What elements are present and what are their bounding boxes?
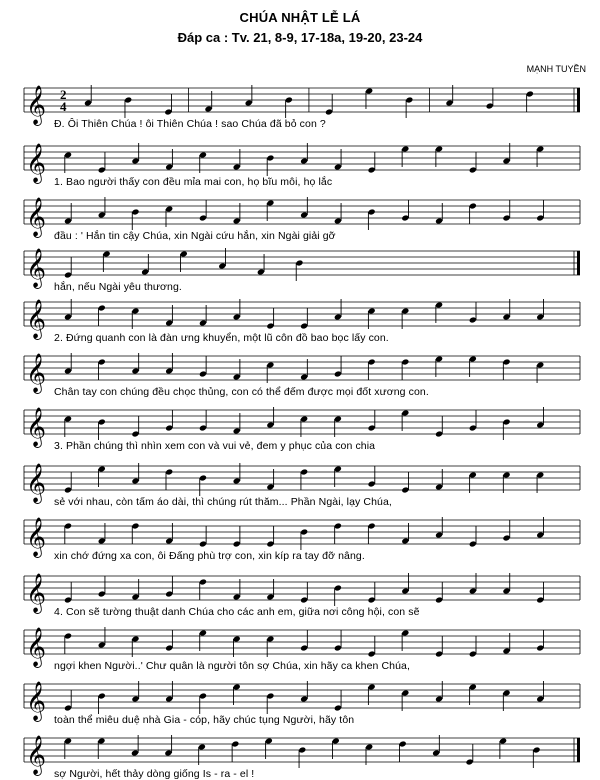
treble-clef-icon: 𝄞	[26, 681, 47, 721]
note	[199, 578, 207, 600]
note	[536, 200, 544, 222]
note	[502, 418, 510, 440]
note	[165, 410, 173, 432]
note	[401, 472, 409, 494]
note	[399, 740, 407, 762]
note	[334, 584, 342, 606]
lyric-line: 4. Con sẽ tường thuật danh Chúa cho các anh em, giữa nơi công hội, con sẽ	[54, 606, 420, 618]
note	[334, 630, 342, 652]
note	[469, 202, 477, 224]
treble-clef-icon: 𝄞	[26, 248, 47, 288]
composer-name: MẠNH TUYỀN	[526, 64, 586, 74]
note	[199, 200, 207, 222]
treble-clef-icon: 𝄞	[26, 143, 47, 183]
note	[285, 96, 293, 118]
note	[98, 358, 106, 380]
note	[199, 410, 207, 432]
lyric-line: Đ. Ôi Thiên Chúa ! ôi Thiên Chúa ! sao Chúa đã bỏ con ?	[54, 118, 326, 130]
note	[435, 416, 443, 438]
note	[469, 410, 477, 432]
song-title: CHÚA NHẬT LỄ LÁ	[239, 10, 361, 25]
note	[532, 746, 540, 768]
note	[368, 358, 376, 380]
note	[64, 522, 72, 544]
note	[435, 582, 443, 604]
treble-clef-icon: 𝄞	[26, 735, 47, 775]
note	[64, 582, 72, 604]
note	[298, 746, 306, 768]
final-bar-line	[577, 88, 580, 112]
note	[536, 582, 544, 604]
note	[486, 88, 494, 110]
note	[334, 356, 342, 378]
note	[98, 418, 106, 440]
note	[98, 304, 106, 326]
note	[368, 466, 376, 488]
note	[98, 576, 106, 598]
lyric-line: Chân tay con chúng đều chọc thủng, con có thể đếm được mọi đốt xương con.	[54, 386, 429, 398]
note	[131, 208, 139, 230]
treble-clef-icon: 𝄞	[26, 517, 47, 557]
note	[368, 410, 376, 432]
lyric-line: 3. Phần chúng thì nhìn xem con và vui vẻ, đem y phục của con chia	[54, 440, 376, 452]
note	[469, 526, 477, 548]
note	[64, 257, 72, 279]
treble-clef-icon: 𝄞	[26, 353, 47, 393]
treble-clef-icon: 𝄞	[26, 573, 47, 613]
note	[199, 474, 207, 496]
lyric-line: xin chớ đứng xa con, ôi Đấng phù trợ con, xin kíp ra tay đỡ nâng.	[54, 550, 365, 562]
lyric-line: toàn thể miêu duệ nhà Gia - cóp, hãy chúc tụng Người, hãy tôn	[54, 714, 355, 726]
note	[64, 632, 72, 654]
time-signature-bottom: 4	[60, 99, 67, 114]
note	[233, 526, 241, 548]
note	[466, 744, 474, 766]
note	[368, 636, 376, 658]
treble-clef-icon: 𝄞	[26, 407, 47, 447]
note	[124, 96, 132, 118]
lyric-line: 1. Bao người thấy con đều mỉa mai con, họ bĩu môi, họ lắc	[54, 176, 333, 188]
note	[165, 468, 173, 490]
treble-clef-icon: 𝄞	[26, 85, 47, 125]
treble-clef-icon: 𝄞	[26, 463, 47, 503]
song-subtitle: Đáp ca : Tv. 21, 8-9, 17-18a, 19-20, 23-24	[177, 30, 423, 45]
note	[266, 692, 274, 714]
lyric-line: sẻ với nhau, còn tấm áo dài, thì chúng rút thăm... Phần Ngài, lạy Chúa,	[54, 496, 392, 508]
note	[64, 690, 72, 712]
note	[266, 308, 274, 330]
note	[469, 152, 477, 174]
note	[401, 358, 409, 380]
note	[231, 740, 239, 762]
lyric-line: hắn, nếu Ngài yêu thương.	[54, 281, 182, 293]
lyric-line: ngợi khen Người..' Chư quân là người tôn sợ Chúa, xin hãy ca khen Chúa,	[54, 660, 411, 672]
note	[469, 636, 477, 658]
note	[469, 302, 477, 324]
note	[300, 308, 308, 330]
note	[131, 416, 139, 438]
note	[435, 636, 443, 658]
note	[300, 528, 308, 550]
treble-clef-icon: 𝄞	[26, 299, 47, 339]
note	[536, 630, 544, 652]
note	[295, 259, 303, 281]
note	[526, 90, 534, 112]
note	[266, 154, 274, 176]
time-signature-top: 2	[60, 87, 67, 102]
note	[325, 94, 333, 116]
note	[165, 576, 173, 598]
note	[300, 468, 308, 490]
treble-clef-icon: 𝄞	[26, 627, 47, 667]
note	[502, 520, 510, 542]
note	[199, 692, 207, 714]
lyric-line: 2. Đứng quanh con là đàn ưng khuyển, một lũ côn đồ bao bọc lấy con.	[54, 332, 389, 344]
note	[502, 200, 510, 222]
note	[266, 526, 274, 548]
note	[98, 152, 106, 174]
note	[334, 522, 342, 544]
note	[300, 582, 308, 604]
note	[165, 630, 173, 652]
note	[64, 472, 72, 494]
lyric-line: đầu : ' Hắn tin cậy Chúa, xin Ngài cứu hắn, xin Ngài giải gỡ	[54, 230, 336, 242]
lyric-line: sợ Người, hết thảy dòng giống Is - ra - el !	[54, 768, 255, 780]
note	[131, 522, 139, 544]
note	[368, 522, 376, 544]
note	[199, 356, 207, 378]
final-bar-line	[577, 738, 580, 762]
note	[502, 358, 510, 380]
note	[368, 152, 376, 174]
note	[98, 692, 106, 714]
final-bar-line	[577, 251, 580, 275]
note	[334, 690, 342, 712]
treble-clef-icon: 𝄞	[26, 197, 47, 237]
note	[368, 582, 376, 604]
note	[164, 94, 172, 116]
note	[300, 630, 308, 652]
note	[199, 526, 207, 548]
note	[401, 200, 409, 222]
note	[368, 208, 376, 230]
note	[405, 96, 413, 118]
